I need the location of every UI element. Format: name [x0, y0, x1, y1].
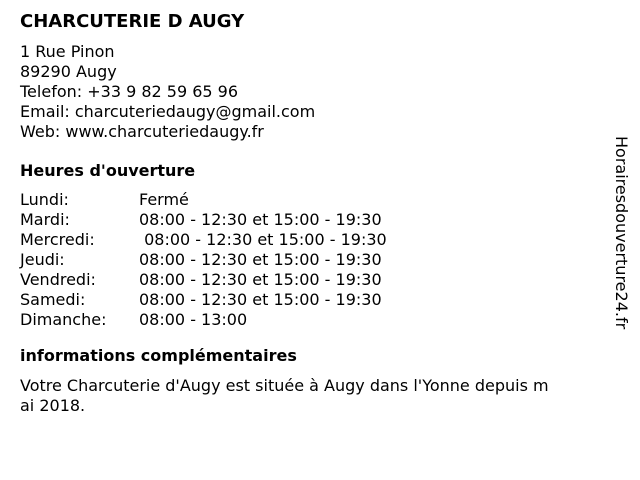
day-label: Samedi:: [20, 290, 86, 309]
hours-value: 08:00 - 12:30 et 15:00 - 19:30: [139, 250, 382, 269]
day-label: Lundi:: [20, 190, 69, 209]
day-label: Dimanche:: [20, 310, 107, 329]
address-city: 89290 Augy: [20, 62, 117, 81]
additional-info-heading: informations complémentaires: [20, 346, 297, 365]
hours-row-tuesday: [20, 210, 387, 230]
business-card: [20, 11, 580, 416]
hours-value: Fermé: [139, 190, 189, 209]
email-line: Email: charcuteriedaugy@gmail.com: [20, 102, 316, 121]
hours-row-monday: [20, 190, 387, 210]
hours-value: 08:00 - 12:30 et 15:00 - 19:30: [139, 290, 382, 309]
hours-value: 08:00 - 12:30 et 15:00 - 19:30: [139, 230, 387, 249]
hours-row-saturday: [20, 290, 387, 310]
day-label: Mercredi:: [20, 230, 95, 249]
business-description: Votre Charcuterie d'Augy est située à Augy dans l'Yonne depuis mai 2018.: [20, 376, 549, 415]
phone-line: Telefon: +33 9 82 59 65 96: [20, 82, 239, 101]
day-label: Mardi:: [20, 210, 70, 229]
site-watermark: Horairesdouverture24.fr: [612, 136, 631, 330]
hours-value: 08:00 - 12:30 et 15:00 - 19:30: [139, 270, 382, 289]
day-label: Vendredi:: [20, 270, 96, 289]
business-name: CHARCUTERIE D AUGY: [20, 11, 245, 32]
website-line: Web: www.charcuteriedaugy.fr: [20, 122, 264, 141]
hours-row-wednesday: [20, 230, 387, 250]
address-street: 1 Rue Pinon: [20, 42, 115, 61]
hours-value: 08:00 - 13:00: [139, 310, 248, 329]
opening-hours-table: [20, 190, 387, 330]
hours-value: 08:00 - 12:30 et 15:00 - 19:30: [139, 210, 382, 229]
opening-hours-heading: Heures d'ouverture: [20, 161, 196, 180]
contact-block: [20, 42, 580, 142]
hours-row-sunday: [20, 310, 387, 330]
hours-row-thursday: [20, 250, 387, 270]
day-label: Jeudi:: [20, 250, 65, 269]
hours-row-friday: [20, 270, 387, 290]
